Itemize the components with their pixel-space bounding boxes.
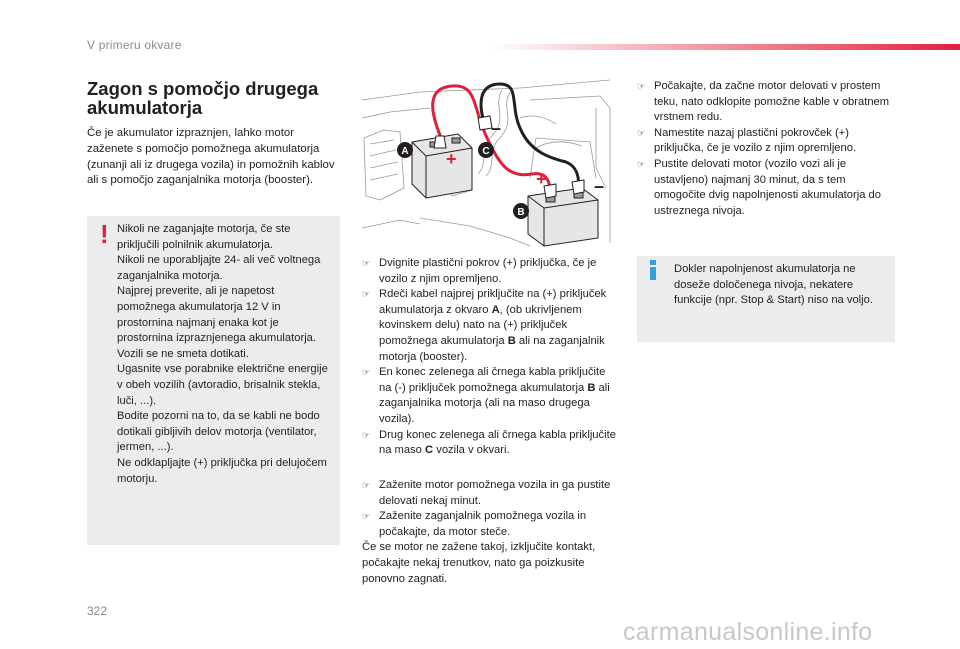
label-a bbox=[397, 142, 413, 158]
step-item: ☞ Pustite delovati motor (vozilo vozi ali je ustavljeno) najmanj 30 minut, da s tem omogočite dvig napolnjenosti akumulatorja do ustreznega nivoja. bbox=[637, 157, 882, 217]
info-text: Dokler napolnjenost akumulatorja ne doseže določenega nivoja, nekatere funkcije (npr. Stop & Start) niso na voljo. bbox=[674, 263, 873, 307]
header-accent-bar bbox=[490, 44, 960, 50]
bullet-icon: ☞ bbox=[362, 289, 371, 300]
warning-line: Ne odklapljajte (+) priključka pri delujočem motorju. bbox=[117, 456, 327, 485]
bullet-icon: ☞ bbox=[362, 480, 371, 490]
bullet-icon: ☞ bbox=[362, 511, 371, 522]
step-item: ☞ Zaženite motor pomožnega vozila in ga pustite delovati nekaj minut. bbox=[362, 479, 611, 507]
bullet-icon: ☞ bbox=[637, 158, 646, 169]
start-note: Če se motor ne zažene takoj, izključite kontakt, počakajte nekaj trenutkov, nato ga poizkusite ponovno zagnati. bbox=[362, 541, 596, 585]
label-c bbox=[478, 142, 494, 158]
warning-line: Bodite pozorni na to, da se kabli ne bodo dotikali gibljivih delov motorja (ventilator, jermen, ...). bbox=[117, 410, 320, 454]
step-item: ☞ Rdeči kabel najprej priključite na (+) priključek akumulatorja z okvaro A, (ob ukrivljenem kovinskem delu) nato na (+) priključek pomožnega akumulatorja B ali na zaganjalnik motorja (booster). bbox=[362, 288, 607, 363]
step-item: ☞ Zaženite zaganjalnik pomožnega vozila in počakajte, da motor steče. bbox=[362, 510, 587, 538]
section-title bbox=[87, 79, 347, 117]
intro-paragraph: Če je akumulator izpraznjen, lahko motor zaženete s pomočjo pomožnega akumulatorja (zunanji ali iz drugega vozila) in pomožnih kablov ali s pomočjo zaganjalnika motorja (booster). bbox=[87, 127, 335, 187]
label-a-text: A bbox=[401, 146, 409, 157]
bullet-icon: ☞ bbox=[362, 367, 371, 378]
label-b-text: B bbox=[517, 207, 525, 218]
warning-box bbox=[87, 216, 340, 545]
minus-sign-b: – bbox=[594, 176, 605, 196]
section-title-line1: Zagon s pomočjo drugega bbox=[87, 78, 319, 99]
battery-b bbox=[528, 188, 598, 246]
step-item: ☞ Dvignite plastični pokrov (+) priključka, če je vozilo z njim opremljeno. bbox=[362, 257, 597, 285]
jump-start-illustration bbox=[360, 78, 612, 248]
label-b bbox=[513, 203, 529, 219]
steps-connect bbox=[362, 256, 618, 459]
warning-line: Vozili se ne smeta dotikati. bbox=[117, 347, 249, 360]
step-item: ☞ Namestite nazaj plastični pokrovček (+) priključka, če je vozilo z njim opremljeno. bbox=[637, 126, 857, 155]
info-box bbox=[637, 256, 895, 342]
steps-finish bbox=[637, 79, 895, 219]
page-number: 322 bbox=[87, 604, 108, 618]
bullet-icon: ☞ bbox=[637, 81, 646, 91]
section-title-line2: akumulatorja bbox=[87, 97, 203, 118]
warning-line: Nikoli ne uporabljajte 24- ali več voltnega zaganjalnika motorja. bbox=[117, 254, 321, 282]
bullet-icon: ☞ bbox=[637, 127, 646, 138]
chapter-title: V primeru okvare bbox=[87, 38, 182, 52]
plus-sign-a: + bbox=[446, 149, 457, 169]
bullet-icon: ☞ bbox=[362, 258, 371, 268]
watermark: carmanualsonline.info bbox=[623, 618, 873, 646]
warning-line: Ugasnite vse porabnike električne energije v obeh vozilih (avtoradio, brisalnik stekla, luči, ...). bbox=[117, 363, 328, 407]
warning-line: Najprej preverite, ali je napetost pomožnega akumulatorja 12 V in prostornina najmanj enaka kot je prostornina izpraznjenega akumulatorja. bbox=[117, 285, 317, 345]
minus-sign-c: – bbox=[491, 118, 502, 138]
info-icon bbox=[647, 260, 659, 280]
warning-text bbox=[117, 222, 335, 487]
exclamation-icon: ! bbox=[100, 219, 109, 249]
step-item: ☞ En konec zelenega ali črnega kabla priključite na (-) priključek pomožnega akumulatorja B ali zaganjalnika motorja (ali na maso drugega vozila). bbox=[362, 366, 610, 425]
plus-sign-b: + bbox=[536, 169, 547, 189]
step-item: ☞ Drug konec zelenega ali črnega kabla priključite na maso C vozila v okvari. bbox=[362, 428, 616, 457]
steps-start bbox=[362, 478, 618, 587]
bullet-icon: ☞ bbox=[362, 429, 371, 440]
step-item: ☞ Počakajte, da začne motor delovati v prostem teku, nato odklopite pomožne kable v obratnem vrstnem redu. bbox=[637, 80, 890, 124]
warning-line: Nikoli ne zaganjajte motorja, če ste priključili polnilnik akumulatorja. bbox=[117, 223, 291, 251]
label-c-text: C bbox=[482, 146, 490, 157]
